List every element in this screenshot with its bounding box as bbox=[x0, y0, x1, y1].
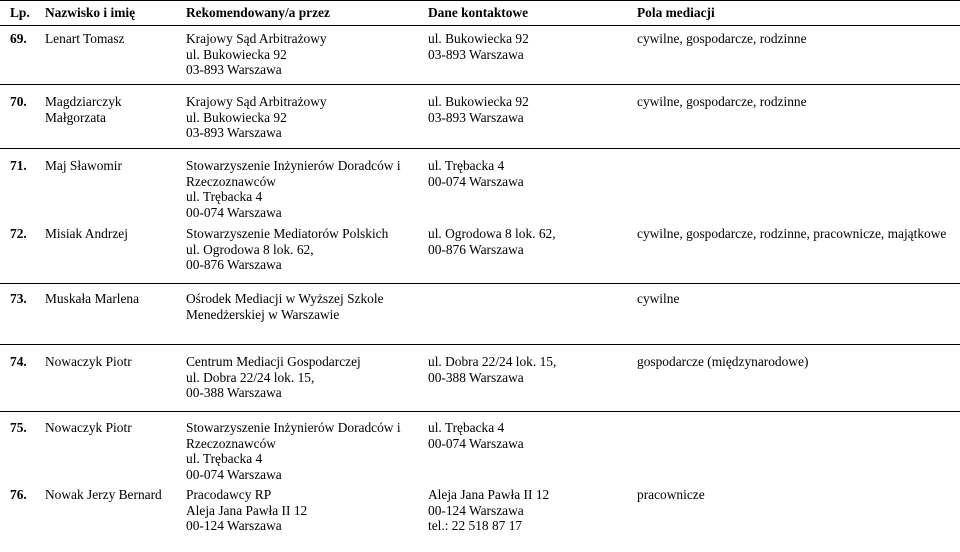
row-divider bbox=[0, 148, 960, 149]
cell-name bbox=[45, 94, 122, 125]
cell-contact-line: ul. Trębacka 4 bbox=[428, 158, 505, 173]
cell-fields bbox=[637, 94, 807, 110]
cell-recommended bbox=[186, 354, 361, 401]
cell-recommended-line: Stowarzyszenie Inżynierów Doradców i bbox=[186, 420, 401, 435]
cell-num-line: 75. bbox=[10, 420, 27, 435]
cell-recommended bbox=[186, 487, 307, 534]
cell-fields-line: pracownicze bbox=[637, 487, 705, 502]
header-contact: Dane kontaktowe bbox=[428, 5, 529, 20]
header-lp: Lp. bbox=[10, 5, 30, 20]
cell-contact-line: 03-893 Warszawa bbox=[428, 109, 524, 125]
cell-name bbox=[45, 31, 125, 47]
cell-recommended-line: 00-876 Warszawa bbox=[186, 257, 282, 272]
row-divider bbox=[0, 411, 960, 412]
cell-recommended-line: Centrum Mediacji Gospodarczej bbox=[186, 354, 361, 369]
cell-name bbox=[45, 420, 132, 436]
cell-name-line: Maj Sławomir bbox=[45, 158, 122, 173]
cell-contact-line: 00-124 Warszawa bbox=[428, 502, 524, 518]
cell-name-line: Misiak Andrzej bbox=[45, 226, 128, 241]
cell-contact-line: ul. Bukowiecka 92 bbox=[428, 94, 529, 109]
cell-recommended-line: 00-074 Warszawa bbox=[186, 466, 282, 482]
cell-recommended-line: 03-893 Warszawa bbox=[186, 125, 282, 140]
cell-recommended bbox=[186, 158, 401, 220]
cell-contact bbox=[428, 158, 524, 189]
cell-num bbox=[10, 291, 27, 307]
cell-fields-line: gospodarcze (międzynarodowe) bbox=[637, 354, 809, 369]
cell-contact-line: Aleja Jana Pawła II 12 bbox=[428, 487, 550, 502]
row-divider bbox=[0, 344, 960, 345]
cell-num bbox=[10, 94, 27, 110]
cell-recommended bbox=[186, 31, 327, 78]
cell-name-line: Nowaczyk Piotr bbox=[45, 354, 132, 369]
cell-fields bbox=[637, 487, 705, 503]
cell-contact-line: ul. Bukowiecka 92 bbox=[428, 31, 529, 46]
cell-num bbox=[10, 354, 27, 370]
table-header bbox=[0, 0, 960, 26]
cell-recommended bbox=[186, 94, 327, 141]
cell-fields bbox=[637, 226, 946, 242]
cell-name-line: Nowaczyk Piotr bbox=[45, 420, 132, 435]
cell-name bbox=[45, 158, 122, 174]
cell-recommended bbox=[186, 420, 401, 482]
header-recommended: Rekomendowany/a przez bbox=[186, 5, 330, 20]
cell-name-line: Małgorzata bbox=[45, 109, 106, 125]
cell-name-line: Magdziarczyk bbox=[45, 94, 122, 109]
cell-recommended-line: Rzeczoznawców bbox=[186, 173, 276, 189]
cell-fields bbox=[637, 291, 679, 307]
cell-name bbox=[45, 291, 139, 307]
cell-num bbox=[10, 420, 27, 436]
cell-recommended-line: ul. Bukowiecka 92 bbox=[186, 109, 287, 125]
cell-num-line: 69. bbox=[10, 31, 27, 46]
row-divider bbox=[0, 283, 960, 284]
cell-recommended-line: ul. Trębacka 4 bbox=[186, 189, 263, 204]
cell-contact bbox=[428, 94, 529, 125]
cell-recommended-line: ul. Ogrodowa 8 lok. 62, bbox=[186, 241, 314, 257]
cell-recommended-line: Stowarzyszenie Mediatorów Polskich bbox=[186, 226, 389, 241]
cell-recommended-line: 03-893 Warszawa bbox=[186, 62, 282, 77]
cell-fields-line: cywilne, gospodarcze, rodzinne bbox=[637, 31, 807, 46]
cell-num-line: 73. bbox=[10, 291, 27, 306]
cell-recommended-line: 00-124 Warszawa bbox=[186, 518, 282, 533]
cell-fields bbox=[637, 31, 807, 47]
cell-contact bbox=[428, 226, 556, 257]
cell-contact-line: 00-074 Warszawa bbox=[428, 173, 524, 189]
cell-fields-line: cywilne bbox=[637, 291, 680, 306]
cell-recommended-line: Krajowy Sąd Arbitrażowy bbox=[186, 31, 327, 46]
cell-contact-line: ul. Trębacka 4 bbox=[428, 420, 505, 435]
cell-name-line: Lenart Tomasz bbox=[45, 31, 125, 46]
cell-contact bbox=[428, 31, 529, 62]
cell-recommended-line: Ośrodek Mediacji w Wyższej Szkole bbox=[186, 291, 384, 306]
cell-name bbox=[45, 354, 132, 370]
cell-recommended-line: 00-388 Warszawa bbox=[186, 385, 282, 400]
cell-recommended bbox=[186, 226, 388, 273]
cell-num-line: 71. bbox=[10, 158, 27, 173]
cell-recommended-line: Menedżerskiej w Warszawie bbox=[186, 306, 340, 322]
cell-fields-line: cywilne, gospodarcze, rodzinne bbox=[637, 94, 807, 109]
cell-num bbox=[10, 226, 27, 242]
cell-contact-line: tel.: 22 518 87 17 bbox=[428, 518, 523, 533]
cell-recommended-line: 00-074 Warszawa bbox=[186, 204, 282, 220]
cell-recommended-line: Aleja Jana Pawła II 12 bbox=[186, 502, 308, 518]
cell-contact-line: 00-074 Warszawa bbox=[428, 435, 524, 451]
cell-recommended-line: Stowarzyszenie Inżynierów Doradców i bbox=[186, 158, 401, 173]
cell-num-line: 72. bbox=[10, 226, 27, 241]
cell-contact-line: 03-893 Warszawa bbox=[428, 46, 524, 62]
cell-name-line: Nowak Jerzy Bernard bbox=[45, 487, 162, 502]
cell-recommended-line: ul. Bukowiecka 92 bbox=[186, 46, 287, 62]
cell-recommended bbox=[186, 291, 384, 322]
cell-num bbox=[10, 31, 27, 47]
cell-fields bbox=[637, 354, 808, 370]
cell-contact-line: ul. Ogrodowa 8 lok. 62, bbox=[428, 226, 556, 241]
cell-name bbox=[45, 226, 128, 242]
cell-contact bbox=[428, 354, 556, 385]
cell-recommended-line: Pracodawcy RP bbox=[186, 487, 272, 502]
cell-num bbox=[10, 158, 27, 174]
cell-num-line: 76. bbox=[10, 487, 27, 502]
cell-num bbox=[10, 487, 27, 503]
cell-recommended-line: ul. Trębacka 4 bbox=[186, 451, 263, 466]
cell-recommended-line: Rzeczoznawców bbox=[186, 435, 276, 451]
cell-num-line: 74. bbox=[10, 354, 27, 369]
cell-contact bbox=[428, 487, 549, 534]
cell-recommended-line: ul. Dobra 22/24 lok. 15, bbox=[186, 369, 315, 385]
header-name: Nazwisko i imię bbox=[45, 5, 136, 20]
cell-contact-line: ul. Dobra 22/24 lok. 15, bbox=[428, 354, 557, 369]
row-divider bbox=[0, 84, 960, 85]
header-fields: Pola mediacji bbox=[637, 5, 715, 20]
cell-contact-line: 00-876 Warszawa bbox=[428, 241, 524, 257]
cell-name bbox=[45, 487, 162, 503]
cell-name-line: Muskała Marlena bbox=[45, 291, 140, 306]
cell-contact-line: 00-388 Warszawa bbox=[428, 369, 524, 385]
cell-contact bbox=[428, 420, 524, 451]
cell-fields-line: cywilne, gospodarcze, rodzinne, pracownicze, majątkowe bbox=[637, 226, 947, 241]
cell-num-line: 70. bbox=[10, 94, 27, 109]
cell-recommended-line: Krajowy Sąd Arbitrażowy bbox=[186, 94, 327, 109]
